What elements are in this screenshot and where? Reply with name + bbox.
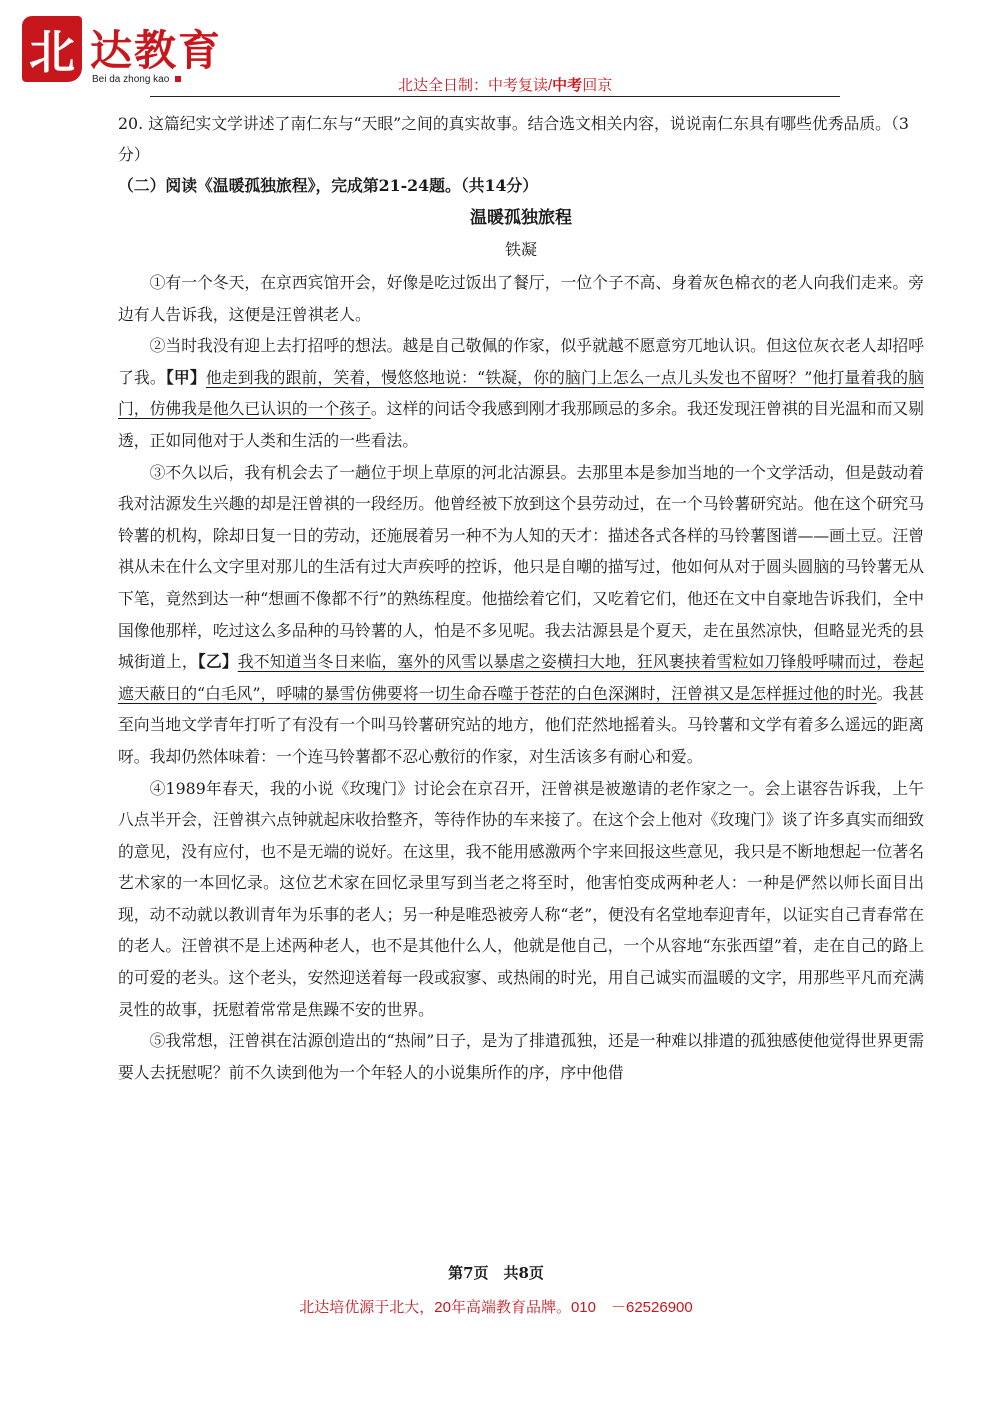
paragraph-5: ⑤我常想，汪曾祺在沽源创造出的“热闹”日子，是为了排遣孤独，还是一种难以排遣的孤独感使他觉得世界更需要人去抚慰呢？前不久读到他为一个年轻人的小说集所作的序，序中他借 [118, 1031, 924, 1082]
article-author: 铁凝 [504, 240, 537, 259]
paragraph-3: ③不久以后，我有机会去了一趟位于坝上草原的河北沽源县。去那里本是参加当地的一个文学活动，但是鼓动着我对沽源发生兴趣的却是汪曾祺的一段经历。他曾经被下放到这个县劳动过，在一个马铃薯研究站。他在这个研究马铃薯的机构，除却日复一日的劳动，还施展着另一种不为人知的天才：描述各式各样的马铃薯图谱——画土豆。汪曾祺从未在什么文字里对那儿的生活有过大声疾呼的控诉，他只是自嘲的描写过，他如何从对于圆头圆脑的马铃薯无从下笔，竟然到达一种“想画不像都不行”的熟练程度。他描绘着它们，又吃着它们，他还在文中自豪地告诉我们，全中国像他那样，吃过这么多品种的马铃薯的人，怕是不多见呢。我去沽源县是个夏天，走在虽然凉快，但略显光秃的县城街道上，【乙】我不知道当冬日来临，塞外的风雪以暴虐之姿横扫大地，狂风裹挟着雪粒如刀锋般呼啸而过，卷起遮天蔽日的“白毛风”，呼啸的暴雪仿佛要将一切生命吞噬于苍茫的白色深渊时，汪曾祺又是怎样捱过他的时光。我甚至向当地文学青年打听了有没有一个叫马铃薯研究站的地方，他们茫然地摇着头。马铃薯和文学有着多么遥远的距离呀。我却仍然体味着：一个连马铃薯都不忍心敷衍的作家，对生活该多有耐心和爱。 [118, 462, 925, 766]
header-slogan: 北达全日制：中考复读/中考回京 [398, 77, 613, 94]
article-title: 温暖孤独旅程 [470, 208, 572, 228]
page-content [118, 108, 924, 1088]
page-number: 第7页 共8页 [448, 1264, 544, 1282]
footer-slogan: 北达培优源于北大，20年高端教育品牌。010 －62526900 [299, 1299, 693, 1316]
logo-pinyin: Bei da zhong kao [92, 74, 181, 85]
logo-text: 达教育 [90, 26, 223, 75]
underlined-passage-yi: 我不知道当冬日来临，塞外的风雪以暴虐之姿横扫大地，狂风裹挟着雪粒如刀锋般呼啸而过，卷起遮天蔽日的“白毛风”，呼啸的暴雪仿佛要将一切生命吞噬于苍茫的白色深渊时，汪曾祺又是怎样捱过他的时光 [118, 652, 924, 703]
paragraph-1: ①有一个冬天，在京西宾馆开会，好像是吃过饭出了餐厅，一位个子不高、身着灰色棉衣的老人向我们走来。旁边有人告诉我，这便是汪曾祺老人。 [118, 273, 924, 324]
paragraph-4: ④1989年春天，我的小说《玫瑰门》讨论会在京召开，汪曾祺是被邀请的老作家之一。会上谌容告诉我，上午八点半开会，汪曾祺六点钟就起床收拾整齐，等待作协的车来接了。在这个会上他对《玫瑰门》谈了许多真实而细致的意见，没有应付，也不是无端的说好。在这里，我不能用感激两个字来回报这些意见，我只是不断地想起一位著名艺术家的一本回忆录。这位艺术家在回忆录里写到当老之将至时，他害怕变成两种老人：一种是俨然以师长面目出现，动不动就以教训青年为乐事的老人；另一种是唯恐被旁人称“老”，便没有名堂地奉迎青年，以证实自己青春常在的老人。汪曾祺不是上述两种老人，也不是其他什么人，他就是他自己，一个从容地“东张西望”着，走在自己的路上的可爱的老头。这个老头，安然迎送着每一段或寂寥、或热闹的时光，用自己诚实而温暖的文字，用那些平凡而充满灵性的故事，抚慰着常常是焦躁不安的世界。 [118, 778, 924, 1019]
marker-yi: 【乙】 [197, 652, 238, 672]
header-divider [150, 96, 840, 97]
paragraph-2: ②当时我没有迎上去打招呼的想法。越是自己敬佩的作家，似乎就越不愿意穷兀地认识。但这位灰衣老人却招呼了我。【甲】他走到我的跟前，笑着，慢悠悠地说：“铁凝，你的脑门上怎么一点儿头发也不留呀？”他打量着我的脑门，仿佛我是他久已认识的一个孩子。这样的问话令我感到刚才我那顾忌的多余。我还发现汪曾祺的目光温和而又剔透，正如同他对于人类和生活的一些看法。 [118, 336, 924, 450]
marker-jia: 【甲】 [165, 367, 206, 387]
logo-square-icon [175, 76, 181, 82]
section-heading: （二）阅读《温暖孤独旅程》，完成第21-24题。（共14分） [118, 176, 539, 195]
question-20: 20. 这篇纪实文学讲述了南仁东与“天眼”之间的真实故事。结合选文相关内容，说说南仁东具有哪些优秀品质。（3分） [118, 114, 909, 164]
underlined-passage-jia: 他走到我的跟前，笑着，慢悠悠地说：“铁凝，你的脑门上怎么一点儿头发也不留呀？”他打量着我的脑门，仿佛我是他久已认识的一个孩子 [118, 367, 924, 419]
logo-mark: 北 [22, 16, 82, 82]
